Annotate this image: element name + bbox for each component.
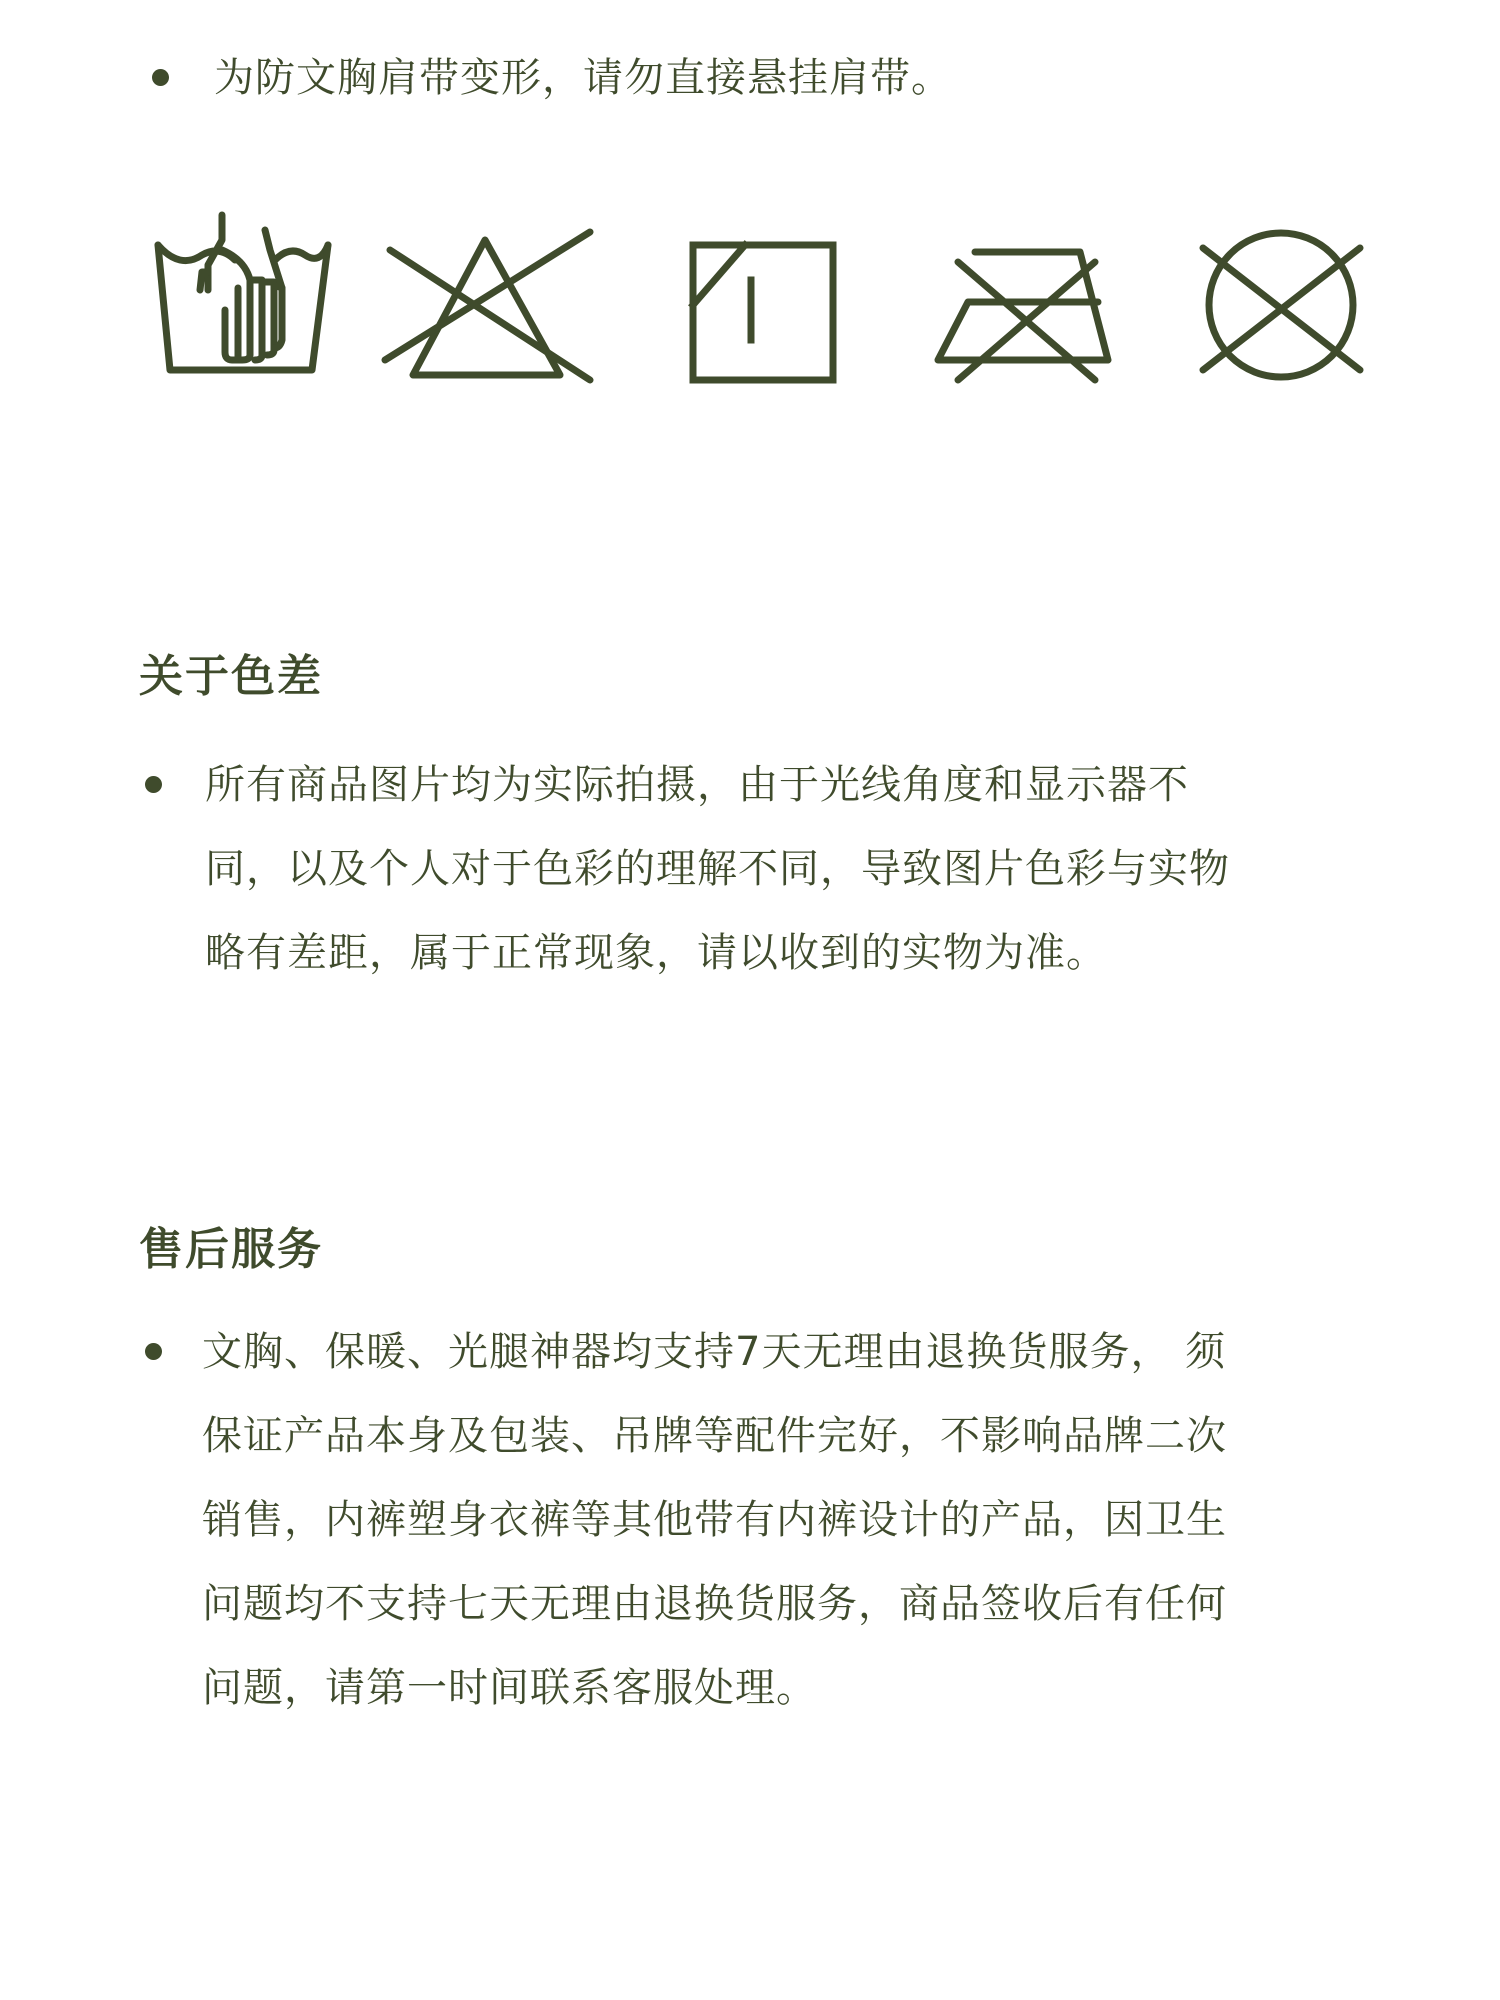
- no-dry-clean-icon: [1185, 210, 1385, 400]
- hand-wash-icon: [140, 210, 340, 400]
- care-icons: [140, 210, 1380, 400]
- care-note-text: 为防文胸肩带变形，请勿直接悬挂肩带。: [214, 55, 952, 101]
- paragraph-line: 略有差距，属于正常现象，请以收到的实物为准。: [205, 930, 1107, 976]
- section-title-color-difference: 关于色差: [139, 651, 323, 702]
- bullet-dot: [152, 69, 169, 86]
- after-sales-paragraph: [145, 1310, 1227, 1730]
- paragraph-line: 问题均不支持七天无理由退换货服务，商品签收后有任何: [202, 1581, 1227, 1627]
- bullet-dot: [145, 776, 162, 793]
- paragraph-line: 文胸、保暖、光腿神器均支持7天无理由退换货服务， 须: [202, 1329, 1227, 1375]
- bullet-dot: [145, 1343, 162, 1360]
- care-note: [152, 36, 952, 120]
- no-iron-icon: [920, 210, 1130, 400]
- no-bleach-icon: [365, 210, 605, 400]
- paragraph-line: 同，以及个人对于色彩的理解不同，导致图片色彩与实物: [205, 846, 1230, 892]
- paragraph-line: 保证产品本身及包装、吊牌等配件完好，不影响品牌二次: [202, 1413, 1227, 1459]
- color-difference-paragraph: [145, 743, 1230, 995]
- paragraph-line: 销售，内裤塑身衣裤等其他带有内裤设计的产品，因卫生: [202, 1497, 1227, 1543]
- section-title-after-sales: 售后服务: [139, 1224, 323, 1275]
- paragraph-line: 所有商品图片均为实际拍摄，由于光线角度和显示器不: [205, 762, 1189, 808]
- line-dry-icon: [685, 210, 855, 400]
- paragraph-line: 问题，请第一时间联系客服处理。: [202, 1665, 817, 1711]
